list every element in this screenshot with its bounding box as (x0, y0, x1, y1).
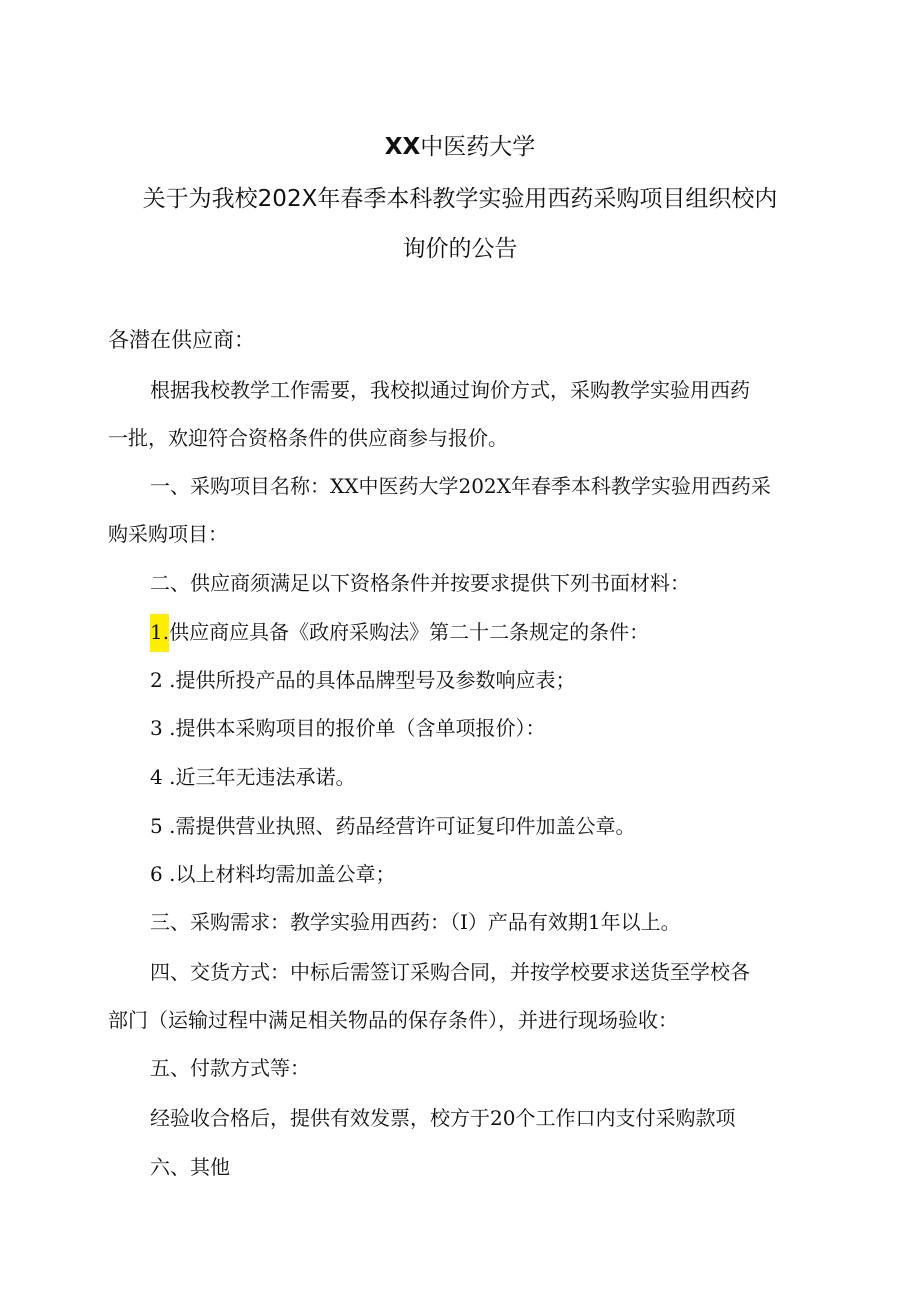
requirement-item-number: 5 (150, 814, 163, 838)
section5-body: 经验收合格后，提供有效发票，校方于20个工作口内支付采购款项 (150, 1106, 736, 1130)
section5-heading: 五、付款方式等： (150, 1056, 310, 1080)
intro-line-1: 根据我校教学工作需要，我校拟通过询价方式，采购教学实验用西药 (150, 378, 750, 402)
requirement-item-text: .需提供营业执照、药品经营许可证复印件加盖公章。 (162, 814, 636, 838)
intro-line-2: 一批，欢迎符合资格条件的供应商参与报价。 (108, 426, 508, 450)
section4-line-2: 部门（运输过程中满足相关物品的保存条件），并进行现场验收： (108, 1008, 678, 1032)
requirement-item-text: .以上材料均需加盖公章； (162, 862, 396, 886)
section2-heading: 二、供应商须满足以下资格条件并按要求提供下列书面材料： (150, 571, 690, 595)
title-prefix: XX (384, 134, 421, 160)
requirement-item-text: 供应商应具备《政府采购法》第二十二条规定的条件： (169, 620, 650, 644)
title-line-3: 询价的公告 (402, 236, 518, 262)
salutation: 各潜在供应商： (108, 328, 255, 352)
requirement-item-number: 6 (150, 862, 163, 886)
title-line-2: 关于为我校202X年春季本科教学实验用西药采购项目组织校内 (142, 186, 778, 212)
requirement-item-text: .提供本采购项目的报价单（含单项报价）： (162, 716, 546, 740)
requirement-item (150, 810, 635, 839)
highlighted-item-number: 1. (150, 614, 169, 652)
section1-line-2: 购采购项目： (108, 522, 228, 546)
section1-line-1: 一、采购项目名称：XX中医药大学202X年春季本科教学实验用西药采 (150, 474, 771, 498)
requirement-item-number: 4 (150, 765, 163, 789)
title-line-1 (0, 128, 920, 161)
requirement-item (150, 664, 575, 693)
requirement-item-text: .提供所投产品的具体品牌型号及参数响应表； (162, 668, 576, 692)
requirement-item-text: .近三年无违法承诺。 (162, 765, 356, 789)
section6-heading: 六、其他 (150, 1155, 230, 1179)
requirement-item (150, 616, 649, 645)
section3: 三、采购需求：教学实验用西药：（I）产品有效期1年以上。 (150, 910, 681, 934)
requirement-item-number: 3 (150, 716, 163, 740)
title-university: 中医药大学 (420, 134, 536, 160)
requirement-item (150, 761, 355, 790)
requirement-item (150, 712, 545, 741)
requirement-item-number: 2 (150, 668, 163, 692)
section4-line-1: 四、交货方式：中标后需签订采购合同，并按学校要求送货至学校各 (150, 960, 750, 984)
requirement-item (150, 858, 395, 887)
